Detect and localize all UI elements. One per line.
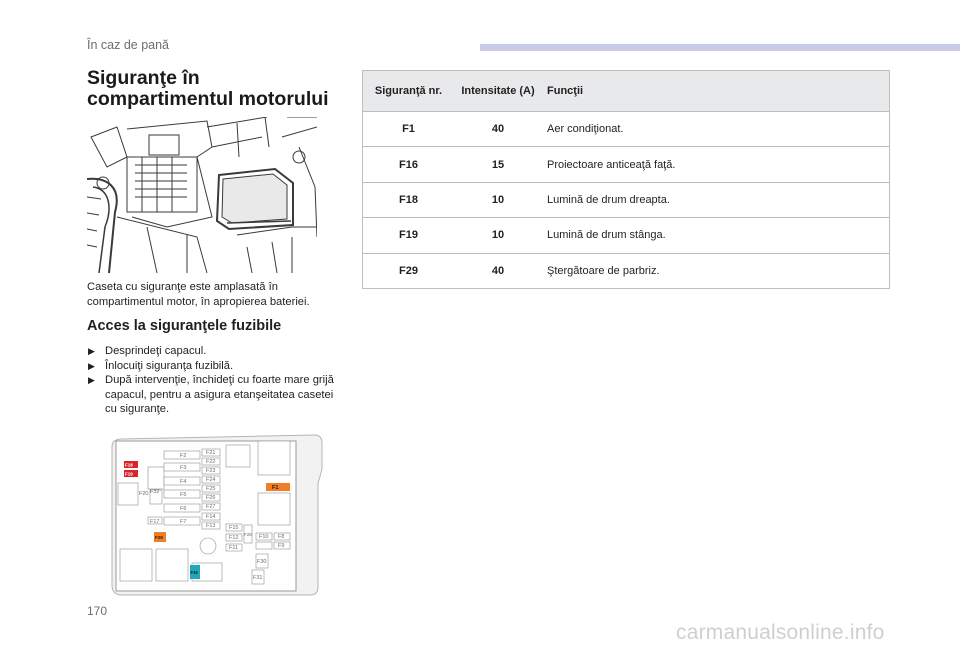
fuse-label: F7 <box>180 519 187 525</box>
fuse-label: F11 <box>229 545 239 551</box>
step-item: ▶ Desprindeţi capacul. <box>88 345 207 357</box>
cell-function: Lumină de drum dreapta. <box>542 182 890 217</box>
access-heading: Acces la siguranţele fuzibile <box>87 318 282 334</box>
fuse-label: F14 <box>206 514 216 520</box>
header-bar <box>480 44 960 51</box>
fuse-label: F20 <box>139 491 149 497</box>
fuse-label: F12 <box>229 535 239 541</box>
header-amps: Intensitate (A) <box>454 71 542 112</box>
fuse-label: F17 <box>150 519 160 525</box>
fuse-label: F16 <box>190 570 198 575</box>
cell-fuse: F29 <box>363 253 455 288</box>
fuse-label: F18 <box>125 462 133 468</box>
fuse-label: F28 <box>244 532 252 537</box>
header-fuse: Siguranţă nr. <box>363 71 455 112</box>
fuse-label: F26 <box>206 495 216 501</box>
fuse-label: F3 <box>180 465 187 471</box>
cell-fuse: F19 <box>363 218 455 253</box>
steps-list <box>87 344 347 417</box>
fuse-label: F22 <box>206 459 216 465</box>
table-row <box>363 218 890 253</box>
fuse-label: F27 <box>206 504 216 510</box>
cell-amps: 15 <box>454 147 542 182</box>
fuse-label: F10 <box>259 534 269 540</box>
fuse-table <box>362 70 890 289</box>
location-caption: Caseta cu siguranţe este amplasată în compartimentul motor, în apropierea bateriei. <box>87 281 310 308</box>
fuse-label: F2 <box>180 453 187 459</box>
fuse-label: F29 <box>155 535 163 540</box>
cell-function: Proiectoare anticeaţă faţă. <box>542 147 890 182</box>
cell-function: Ştergătoare de parbriz. <box>542 253 890 288</box>
fuse-label: F9 <box>278 543 285 549</box>
header-functions: Funcţii <box>542 71 890 112</box>
cell-amps: 10 <box>454 218 542 253</box>
step-item: ▶ Înlocuiţi siguranţa fuzibilă. <box>88 359 234 372</box>
page-title: Siguranţe în compartimentul motorului <box>87 67 329 110</box>
cell-amps: 40 <box>454 112 542 147</box>
fuse-label: F5 <box>180 492 187 498</box>
fuse-label: F19 <box>125 471 133 477</box>
table-row <box>363 112 890 147</box>
fuse-label: F21 <box>206 450 216 456</box>
bullet-icon: ▶ <box>88 346 95 356</box>
table-row <box>363 253 890 288</box>
engine-compartment-image <box>87 117 317 273</box>
step-item: ▶ După intervenţie, închideţi cu foarte mare grijă capacul, pentru a asigura etanşeitatea casetei cu siguranţe. <box>88 374 334 415</box>
section-header: În caz de pană <box>87 38 170 52</box>
cell-function: Aer condiţionat. <box>542 112 890 147</box>
page-number: 170 <box>87 604 108 618</box>
cell-amps: 10 <box>454 182 542 217</box>
cell-function: Lumină de drum stânga. <box>542 218 890 253</box>
watermark: carmanualsonline.info <box>676 621 885 644</box>
fuse-label: F32 <box>150 489 160 495</box>
fuse-label: F30 <box>257 559 267 565</box>
fuse-label: F24 <box>206 477 216 483</box>
fuse-label: F1 <box>272 485 279 491</box>
cell-fuse: F18 <box>363 182 455 217</box>
fuse-label: F8 <box>278 534 285 540</box>
bullet-icon: ▶ <box>88 360 95 371</box>
table-row <box>363 147 890 182</box>
bullet-icon: ▶ <box>88 375 95 385</box>
fuse-label: F25 <box>206 486 216 492</box>
table-header-row <box>363 71 890 112</box>
table-row <box>363 182 890 217</box>
cell-fuse: F1 <box>363 112 455 147</box>
fuse-label: F6 <box>180 506 187 512</box>
cell-fuse: F16 <box>363 147 455 182</box>
fuse-label: F15 <box>229 525 239 531</box>
cell-amps: 40 <box>454 253 542 288</box>
fuse-label: F31 <box>253 575 263 581</box>
fuse-label: F4 <box>180 479 187 485</box>
fuse-box-diagram <box>108 433 330 599</box>
fuse-label: F23 <box>206 468 216 474</box>
fuse-label: F13 <box>206 523 216 529</box>
